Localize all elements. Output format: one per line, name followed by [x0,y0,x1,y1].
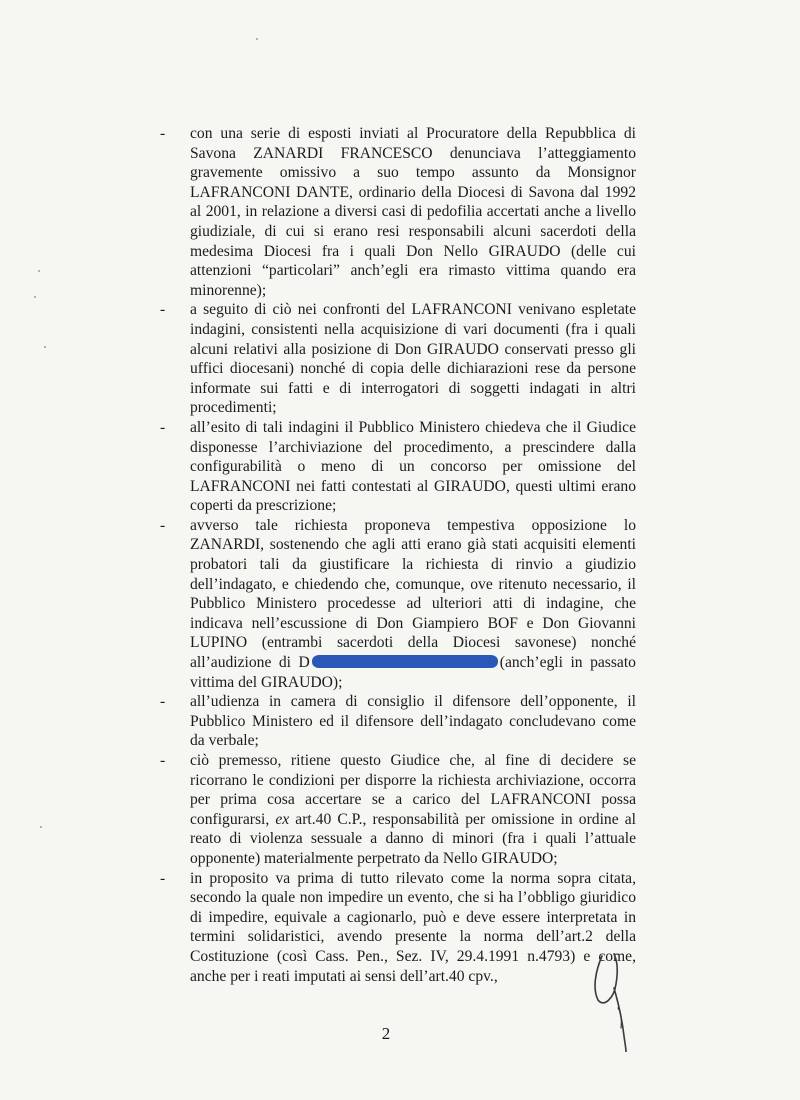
scan-speck [40,826,42,828]
list-item [158,869,636,987]
scan-speck [44,346,46,348]
list-dash: - [160,693,166,711]
latin-term: ex [275,810,290,828]
list-dash: - [160,125,166,142]
paragraph-text: (anch’egli in passato vittima del GIRAUDO); [190,654,636,691]
paragraph-text: all’udienza in camera di consiglio il difensore dell’opponente, il Pubblico Ministero ed il difensore dell’indagato concludevano come da verbale; [190,693,636,750]
list-item [158,418,636,516]
paragraph-text: in proposito va prima di tutto rilevato come la norma sopra citata, secondo la quale non impedire un evento, che si ha l’obbligo giuridico di impedire, equivale a cagionarlo, può e deve essere interpretata in termini solidaristici, avendo presente la norma dell’art.2 della Costituzione (così Cass. Pen., Sez. IV, 29.4.1991 n.4793) e come, anche per i reati imputati ai sensi dell’art.40 cpv., [190,869,636,985]
list-dash: - [160,516,166,534]
list-item [158,300,636,418]
paragraph-text: art.40 C.P., responsabilità per omissione in ordine al reato di violenza sessuale a danno di minori (fra i quali l’attuale opponente) materialmente perpetrato da Nello GIRAUDO; [190,810,637,867]
paragraph-text: ciò premesso, ritiene questo Giudice che, al fine di decidere se ricorrano le condizioni per disporre la richiesta archiviazione, occorra per prima cosa accertare se a carico del LAFRANCONI possa configurarsi, [190,752,636,828]
handwritten-signature [588,948,632,1052]
list-item [158,124,636,300]
scan-speck [256,38,258,40]
list-dash: - [160,869,166,887]
list-item [158,516,636,692]
scan-speck [38,270,40,272]
scan-speck [34,296,36,298]
paragraph-text: avverso tale richiesta proponeva tempestiva opposizione lo ZANARDI, sostenendo che agli atti erano già stati acquisiti elementi probatori tali da giustificare la richiesta di rinvio a giudizio dell’indagato, e chiedendo che, comunque, ove ritenuto necessario, il Pubblico Ministero procedesse ad ulteriori atti di indagine, che indicava nell’escussione di Don Giampiero BOF e Don Giovanni LUPINO (entrambi sacerdoti della Diocesi savonese) nonché all’audizione di D [190,516,636,672]
paragraph-text: con una serie di esposti inviati al Procuratore della Repubblica di Savona ZANARDI FRANCESCO denunciava l’atteggiamento gravemente omissivo a suo tempo assunto da Monsignor LAFRANCONI DANTE, ordinario della Diocesi di Savona dal 1992 al 2001, in relazione a diversi casi di pedofilia accertati anche a livello giudiziale, di cui si erano resi responsabili alcuni sacerdoti della medesima Diocesi fra i quali Don Nello GIRAUDO (delle cui attenzioni “particolari” anch’egli era rimasto vittima quando era minorenne); [190,125,636,299]
redaction-mark [312,655,498,668]
list-dash: - [160,301,166,319]
list-dash: - [160,752,166,769]
paragraph-list [158,124,636,986]
page-number: 2 [381,1024,391,1043]
list-dash: - [160,418,166,436]
paragraph-text: a seguito di ciò nei confronti del LAFRANCONI venivano espletate indagini, consistenti nella acquisizione di vari documenti (fra i quali alcuni relativi alla posizione di Don GIRAUDO conservati presso gli uffici diocesani) nonché di copia delle dichiarazioni rese da persone informate sui fatti e di interrogatori di soggetti indagati in altri procedimenti; [190,301,636,417]
list-item [158,692,636,751]
paragraph-text: all’esito di tali indagini il Pubblico Ministero chiedeva che il Giudice disponesse l’archiviazione del procedimento, a prescindere dalla configurabilità o meno di un concorso per omissione del LAFRANCONI nei fatti contestati al GIRAUDO, questi ultimi erano coperti da prescrizione; [190,418,636,515]
list-item [158,751,636,869]
